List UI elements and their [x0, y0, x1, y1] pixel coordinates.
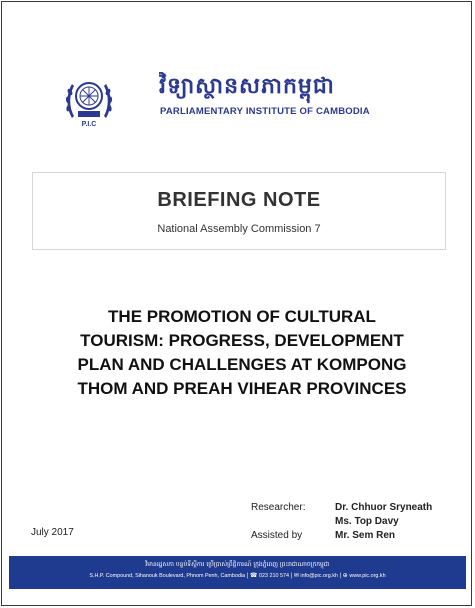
footer-khmer-address: វិមានរដ្ឋសភា បន្ទប់ទីស្តីការ ប្រើប្រាស់ព្រឹត្តិការណ៍ ក្រុងភ្នំពេញ ព្រះរាជាណាចក្រកម្ពុជា: [145, 561, 330, 568]
briefing-note-subtitle: National Assembly Commission 7: [157, 223, 321, 235]
phone-icon: | ☎: [246, 573, 259, 579]
footer-address: S.H.P. Compound, Sihanouk Boulevard, Phnom Penh, Cambodia: [89, 573, 246, 579]
briefing-note-title: BRIEFING NOTE: [157, 189, 321, 211]
document-page: [1, 1, 472, 606]
title-line: PLAN AND CHALLENGES AT KOMPONG: [77, 355, 407, 374]
assistant-name: Mr. Sem Ren: [335, 530, 396, 541]
researcher-label: Researcher:: [251, 502, 306, 513]
publication-date: July 2017: [31, 527, 74, 538]
web-icon: | ⊕: [339, 573, 350, 579]
assisted-label: Assisted by: [251, 530, 303, 541]
email-icon: | ✉: [290, 573, 301, 579]
document-title: [42, 305, 442, 401]
logo-text: P.I.C: [81, 121, 97, 128]
title-line: TOURISM: PROGRESS, DEVELOPMENT: [80, 331, 404, 350]
footer-email: info@pic.org.kh: [300, 573, 338, 579]
footer-website: www.pic.org.kh: [349, 573, 386, 579]
pic-seal-logo: [64, 74, 114, 132]
footer-contact-line: [9, 570, 466, 582]
institute-name-khmer: វិទ្យាស្ថានសភាកម្ពុជា: [159, 74, 335, 99]
footer-bar: [9, 556, 466, 589]
credits-block: [251, 501, 432, 543]
footer-phone: 023 210 574: [258, 573, 289, 579]
briefing-note-box: [32, 172, 446, 250]
researcher-name: Dr. Chhuor Sryneath: [335, 502, 433, 513]
title-line: THE PROMOTION OF CULTURAL: [108, 307, 376, 326]
researcher-name: Ms. Top Davy: [335, 516, 399, 527]
institute-name: PARLIAMENTARY INSTITUTE OF CAMBODIA: [160, 106, 370, 117]
title-line: THOM AND PREAH VIHEAR PROVINCES: [77, 379, 407, 398]
